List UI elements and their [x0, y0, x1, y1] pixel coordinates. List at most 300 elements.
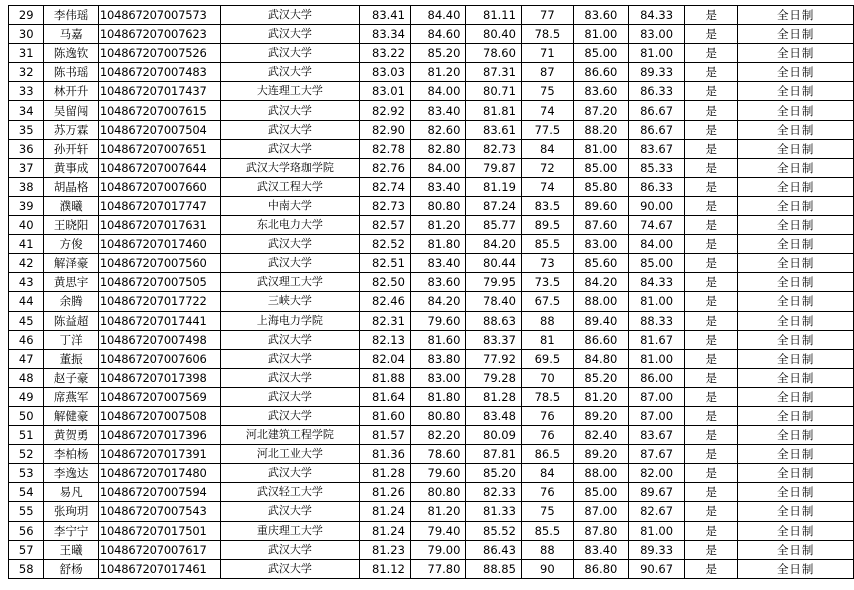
table-row — [9, 101, 854, 120]
total-score-cell: 82.92 — [359, 101, 410, 120]
exam-id-cell: 104867207007543 — [98, 502, 220, 521]
score-c-cell: 90 — [521, 559, 573, 578]
score-d-cell: 88.00 — [573, 292, 628, 311]
status-cell: 是 — [685, 101, 738, 120]
name-cell: 马嘉 — [44, 25, 98, 44]
score-b-cell: 83.48 — [466, 406, 522, 425]
university-cell: 武汉大学 — [220, 330, 359, 349]
score-b-cell: 87.81 — [466, 445, 522, 464]
total-score-cell: 82.31 — [359, 311, 410, 330]
name-cell: 赵子豪 — [44, 368, 98, 387]
exam-id-cell: 104867207007504 — [98, 120, 220, 139]
status-cell: 是 — [685, 235, 738, 254]
rank-cell: 56 — [9, 521, 44, 540]
university-cell: 武汉大学 — [220, 464, 359, 483]
score-e-cell: 86.33 — [629, 82, 685, 101]
rank-cell: 51 — [9, 426, 44, 445]
name-cell: 孙开轩 — [44, 139, 98, 158]
exam-id-cell: 104867207007573 — [98, 6, 220, 25]
rank-cell: 48 — [9, 368, 44, 387]
study-mode-cell: 全日制 — [738, 387, 854, 406]
score-e-cell: 85.33 — [629, 158, 685, 177]
name-cell: 解泽豪 — [44, 254, 98, 273]
exam-id-cell: 104867207007617 — [98, 540, 220, 559]
score-d-cell: 85.00 — [573, 44, 628, 63]
rank-cell: 58 — [9, 559, 44, 578]
study-mode-cell: 全日制 — [738, 445, 854, 464]
table-row — [9, 292, 854, 311]
total-score-cell: 81.12 — [359, 559, 410, 578]
status-cell: 是 — [685, 254, 738, 273]
status-cell: 是 — [685, 387, 738, 406]
total-score-cell: 82.57 — [359, 216, 410, 235]
score-a-cell: 82.60 — [410, 120, 466, 139]
score-b-cell: 79.87 — [466, 158, 522, 177]
name-cell: 余腾 — [44, 292, 98, 311]
score-a-cell: 81.80 — [410, 235, 466, 254]
score-d-cell: 87.80 — [573, 521, 628, 540]
name-cell: 舒杨 — [44, 559, 98, 578]
study-mode-cell: 全日制 — [738, 235, 854, 254]
total-score-cell: 81.26 — [359, 483, 410, 502]
score-c-cell: 78.5 — [521, 387, 573, 406]
score-b-cell: 80.40 — [466, 25, 522, 44]
status-cell: 是 — [685, 464, 738, 483]
total-score-cell: 81.28 — [359, 464, 410, 483]
score-b-cell: 85.52 — [466, 521, 522, 540]
table-row — [9, 6, 854, 25]
score-a-cell: 81.80 — [410, 387, 466, 406]
university-cell: 中南大学 — [220, 196, 359, 215]
total-score-cell: 81.36 — [359, 445, 410, 464]
score-d-cell: 85.60 — [573, 254, 628, 273]
total-score-cell: 81.64 — [359, 387, 410, 406]
name-cell: 易凡 — [44, 483, 98, 502]
status-cell: 是 — [685, 216, 738, 235]
rank-cell: 31 — [9, 44, 44, 63]
study-mode-cell: 全日制 — [738, 464, 854, 483]
total-score-cell: 81.23 — [359, 540, 410, 559]
rank-cell: 43 — [9, 273, 44, 292]
study-mode-cell: 全日制 — [738, 139, 854, 158]
score-a-cell: 81.20 — [410, 216, 466, 235]
rank-cell: 42 — [9, 254, 44, 273]
score-a-cell: 84.20 — [410, 292, 466, 311]
exam-id-cell: 104867207017722 — [98, 292, 220, 311]
total-score-cell: 83.03 — [359, 63, 410, 82]
score-b-cell: 85.77 — [466, 216, 522, 235]
score-d-cell: 89.20 — [573, 445, 628, 464]
score-b-cell: 86.43 — [466, 540, 522, 559]
score-c-cell: 88 — [521, 311, 573, 330]
score-b-cell: 85.20 — [466, 464, 522, 483]
rank-cell: 54 — [9, 483, 44, 502]
score-b-cell: 80.71 — [466, 82, 522, 101]
score-e-cell: 81.00 — [629, 44, 685, 63]
score-e-cell: 87.00 — [629, 406, 685, 425]
rank-cell: 37 — [9, 158, 44, 177]
score-d-cell: 86.80 — [573, 559, 628, 578]
exam-id-cell: 104867207017480 — [98, 464, 220, 483]
score-c-cell: 87 — [521, 63, 573, 82]
university-cell: 武汉大学 — [220, 120, 359, 139]
rank-cell: 29 — [9, 6, 44, 25]
score-e-cell: 86.00 — [629, 368, 685, 387]
university-cell: 武汉大学 — [220, 406, 359, 425]
score-a-cell: 79.60 — [410, 311, 466, 330]
table-row — [9, 559, 854, 578]
total-score-cell: 82.52 — [359, 235, 410, 254]
university-cell: 武汉大学 — [220, 235, 359, 254]
rank-cell: 36 — [9, 139, 44, 158]
name-cell: 王曦 — [44, 540, 98, 559]
university-cell: 武汉大学 — [220, 559, 359, 578]
rank-cell: 50 — [9, 406, 44, 425]
score-a-cell: 80.80 — [410, 196, 466, 215]
total-score-cell: 81.88 — [359, 368, 410, 387]
total-score-cell: 82.13 — [359, 330, 410, 349]
score-c-cell: 74 — [521, 177, 573, 196]
study-mode-cell: 全日制 — [738, 6, 854, 25]
university-cell: 重庆理工大学 — [220, 521, 359, 540]
total-score-cell: 82.04 — [359, 349, 410, 368]
score-a-cell: 84.00 — [410, 82, 466, 101]
score-b-cell: 79.95 — [466, 273, 522, 292]
score-b-cell: 88.85 — [466, 559, 522, 578]
study-mode-cell: 全日制 — [738, 311, 854, 330]
score-b-cell: 77.92 — [466, 349, 522, 368]
score-c-cell: 75 — [521, 82, 573, 101]
table-row — [9, 44, 854, 63]
score-c-cell: 81 — [521, 330, 573, 349]
score-c-cell: 71 — [521, 44, 573, 63]
score-d-cell: 81.00 — [573, 139, 628, 158]
university-cell: 上海电力学院 — [220, 311, 359, 330]
rank-cell: 33 — [9, 82, 44, 101]
score-c-cell: 76 — [521, 406, 573, 425]
name-cell: 黄事成 — [44, 158, 98, 177]
study-mode-cell: 全日制 — [738, 216, 854, 235]
name-cell: 陈书瑶 — [44, 63, 98, 82]
table-row — [9, 406, 854, 425]
study-mode-cell: 全日制 — [738, 158, 854, 177]
university-cell: 河北建筑工程学院 — [220, 426, 359, 445]
total-score-cell: 82.50 — [359, 273, 410, 292]
score-a-cell: 77.80 — [410, 559, 466, 578]
study-mode-cell: 全日制 — [738, 406, 854, 425]
table-row — [9, 349, 854, 368]
score-d-cell: 82.40 — [573, 426, 628, 445]
exam-id-cell: 104867207007594 — [98, 483, 220, 502]
score-c-cell: 85.5 — [521, 235, 573, 254]
rank-cell: 47 — [9, 349, 44, 368]
score-b-cell: 87.31 — [466, 63, 522, 82]
table-row — [9, 387, 854, 406]
exam-id-cell: 104867207007623 — [98, 25, 220, 44]
rank-cell: 32 — [9, 63, 44, 82]
exam-id-cell: 104867207007498 — [98, 330, 220, 349]
score-a-cell: 81.20 — [410, 502, 466, 521]
score-e-cell: 83.67 — [629, 139, 685, 158]
score-c-cell: 89.5 — [521, 216, 573, 235]
score-b-cell: 81.19 — [466, 177, 522, 196]
table-row — [9, 25, 854, 44]
exam-id-cell: 104867207017398 — [98, 368, 220, 387]
table-row — [9, 330, 854, 349]
score-a-cell: 81.20 — [410, 63, 466, 82]
score-a-cell: 84.60 — [410, 25, 466, 44]
rank-cell: 41 — [9, 235, 44, 254]
name-cell: 李逸达 — [44, 464, 98, 483]
score-a-cell: 83.40 — [410, 254, 466, 273]
table-row — [9, 139, 854, 158]
university-cell: 武汉大学 — [220, 254, 359, 273]
status-cell: 是 — [685, 273, 738, 292]
score-b-cell: 84.20 — [466, 235, 522, 254]
status-cell: 是 — [685, 406, 738, 425]
total-score-cell: 83.01 — [359, 82, 410, 101]
university-cell: 武汉大学 — [220, 63, 359, 82]
score-c-cell: 72 — [521, 158, 573, 177]
score-b-cell: 80.09 — [466, 426, 522, 445]
total-score-cell: 82.51 — [359, 254, 410, 273]
exam-id-cell: 104867207007569 — [98, 387, 220, 406]
table-row — [9, 445, 854, 464]
exam-id-cell: 104867207017461 — [98, 559, 220, 578]
university-cell: 武汉大学 — [220, 368, 359, 387]
exam-id-cell: 104867207017460 — [98, 235, 220, 254]
exam-id-cell: 104867207007483 — [98, 63, 220, 82]
university-cell: 武汉大学 — [220, 25, 359, 44]
score-d-cell: 81.20 — [573, 387, 628, 406]
score-e-cell: 90.67 — [629, 559, 685, 578]
score-d-cell: 85.20 — [573, 368, 628, 387]
score-d-cell: 81.00 — [573, 25, 628, 44]
exam-id-cell: 104867207007526 — [98, 44, 220, 63]
score-c-cell: 73.5 — [521, 273, 573, 292]
name-cell: 李柏杨 — [44, 445, 98, 464]
score-e-cell: 88.33 — [629, 311, 685, 330]
table-row — [9, 273, 854, 292]
name-cell: 丁洋 — [44, 330, 98, 349]
score-e-cell: 81.00 — [629, 292, 685, 311]
name-cell: 陈逸钦 — [44, 44, 98, 63]
total-score-cell: 81.57 — [359, 426, 410, 445]
status-cell: 是 — [685, 25, 738, 44]
score-c-cell: 70 — [521, 368, 573, 387]
score-b-cell: 82.33 — [466, 483, 522, 502]
exam-id-cell: 104867207007606 — [98, 349, 220, 368]
score-d-cell: 87.60 — [573, 216, 628, 235]
score-c-cell: 84 — [521, 139, 573, 158]
score-e-cell: 82.00 — [629, 464, 685, 483]
university-cell: 武汉大学 — [220, 387, 359, 406]
score-c-cell: 86.5 — [521, 445, 573, 464]
score-b-cell: 82.73 — [466, 139, 522, 158]
score-e-cell: 86.67 — [629, 120, 685, 139]
score-e-cell: 87.00 — [629, 387, 685, 406]
score-e-cell: 81.00 — [629, 349, 685, 368]
university-cell: 武汉大学珞珈学院 — [220, 158, 359, 177]
total-score-cell: 83.41 — [359, 6, 410, 25]
exam-id-cell: 104867207017437 — [98, 82, 220, 101]
table-row — [9, 82, 854, 101]
exam-id-cell: 104867207007560 — [98, 254, 220, 273]
rank-cell: 35 — [9, 120, 44, 139]
score-c-cell: 75 — [521, 502, 573, 521]
score-d-cell: 86.60 — [573, 330, 628, 349]
name-cell: 濮曦 — [44, 196, 98, 215]
name-cell: 黄贺勇 — [44, 426, 98, 445]
score-a-cell: 79.00 — [410, 540, 466, 559]
score-d-cell: 85.80 — [573, 177, 628, 196]
rank-cell: 38 — [9, 177, 44, 196]
table-row — [9, 120, 854, 139]
score-a-cell: 78.60 — [410, 445, 466, 464]
study-mode-cell: 全日制 — [738, 273, 854, 292]
score-c-cell: 88 — [521, 540, 573, 559]
status-cell: 是 — [685, 196, 738, 215]
score-d-cell: 88.20 — [573, 120, 628, 139]
score-a-cell: 80.80 — [410, 406, 466, 425]
exam-id-cell: 104867207017396 — [98, 426, 220, 445]
university-cell: 武汉大学 — [220, 349, 359, 368]
name-cell: 解健豪 — [44, 406, 98, 425]
score-d-cell: 87.00 — [573, 502, 628, 521]
status-cell: 是 — [685, 6, 738, 25]
status-cell: 是 — [685, 521, 738, 540]
exam-id-cell: 104867207017391 — [98, 445, 220, 464]
university-cell: 武汉理工大学 — [220, 273, 359, 292]
table-row — [9, 502, 854, 521]
university-cell: 河北工业大学 — [220, 445, 359, 464]
study-mode-cell: 全日制 — [738, 177, 854, 196]
table-row — [9, 464, 854, 483]
status-cell: 是 — [685, 349, 738, 368]
rank-cell: 30 — [9, 25, 44, 44]
score-a-cell: 83.60 — [410, 273, 466, 292]
rank-cell: 34 — [9, 101, 44, 120]
score-b-cell: 78.40 — [466, 292, 522, 311]
score-d-cell: 85.00 — [573, 158, 628, 177]
exam-id-cell: 104867207007615 — [98, 101, 220, 120]
score-b-cell: 81.33 — [466, 502, 522, 521]
exam-id-cell: 104867207017441 — [98, 311, 220, 330]
status-cell: 是 — [685, 63, 738, 82]
rank-cell: 45 — [9, 311, 44, 330]
table-row — [9, 368, 854, 387]
total-score-cell: 83.34 — [359, 25, 410, 44]
university-cell: 武汉工程大学 — [220, 177, 359, 196]
score-d-cell: 88.00 — [573, 464, 628, 483]
score-b-cell: 79.28 — [466, 368, 522, 387]
total-score-cell: 81.60 — [359, 406, 410, 425]
total-score-cell: 81.24 — [359, 502, 410, 521]
score-b-cell: 78.60 — [466, 44, 522, 63]
rank-cell: 39 — [9, 196, 44, 215]
exam-id-cell: 104867207007505 — [98, 273, 220, 292]
score-e-cell: 86.67 — [629, 101, 685, 120]
score-a-cell: 80.80 — [410, 483, 466, 502]
score-e-cell: 81.67 — [629, 330, 685, 349]
status-cell: 是 — [685, 139, 738, 158]
score-e-cell: 81.00 — [629, 521, 685, 540]
name-cell: 方俊 — [44, 235, 98, 254]
score-c-cell: 76 — [521, 426, 573, 445]
score-d-cell: 85.00 — [573, 483, 628, 502]
study-mode-cell: 全日制 — [738, 196, 854, 215]
status-cell: 是 — [685, 540, 738, 559]
name-cell: 黄思宇 — [44, 273, 98, 292]
score-a-cell: 82.80 — [410, 139, 466, 158]
score-d-cell: 84.20 — [573, 273, 628, 292]
rank-cell: 46 — [9, 330, 44, 349]
study-mode-cell: 全日制 — [738, 368, 854, 387]
score-b-cell: 87.24 — [466, 196, 522, 215]
name-cell: 林开升 — [44, 82, 98, 101]
study-mode-cell: 全日制 — [738, 349, 854, 368]
status-cell: 是 — [685, 502, 738, 521]
score-c-cell: 67.5 — [521, 292, 573, 311]
rank-cell: 55 — [9, 502, 44, 521]
score-e-cell: 86.33 — [629, 177, 685, 196]
total-score-cell: 82.76 — [359, 158, 410, 177]
study-mode-cell: 全日制 — [738, 25, 854, 44]
status-cell: 是 — [685, 368, 738, 387]
score-c-cell: 73 — [521, 254, 573, 273]
study-mode-cell: 全日制 — [738, 426, 854, 445]
status-cell: 是 — [685, 158, 738, 177]
university-cell: 武汉轻工大学 — [220, 483, 359, 502]
score-b-cell: 83.37 — [466, 330, 522, 349]
score-e-cell: 85.00 — [629, 254, 685, 273]
university-cell: 三峡大学 — [220, 292, 359, 311]
score-b-cell: 81.81 — [466, 101, 522, 120]
rank-cell: 40 — [9, 216, 44, 235]
study-mode-cell: 全日制 — [738, 521, 854, 540]
total-score-cell: 83.22 — [359, 44, 410, 63]
score-a-cell: 82.20 — [410, 426, 466, 445]
university-cell: 东北电力大学 — [220, 216, 359, 235]
rank-cell: 57 — [9, 540, 44, 559]
exam-id-cell: 104867207007508 — [98, 406, 220, 425]
study-mode-cell: 全日制 — [738, 292, 854, 311]
score-e-cell: 90.00 — [629, 196, 685, 215]
score-e-cell: 84.33 — [629, 273, 685, 292]
score-a-cell: 79.60 — [410, 464, 466, 483]
score-d-cell: 83.40 — [573, 540, 628, 559]
score-c-cell: 85.5 — [521, 521, 573, 540]
table-row — [9, 63, 854, 82]
score-e-cell: 83.00 — [629, 25, 685, 44]
study-mode-cell: 全日制 — [738, 63, 854, 82]
results-table — [8, 5, 854, 579]
exam-id-cell: 104867207007660 — [98, 177, 220, 196]
university-cell: 武汉大学 — [220, 502, 359, 521]
total-score-cell: 82.73 — [359, 196, 410, 215]
exam-id-cell: 104867207017501 — [98, 521, 220, 540]
table-row — [9, 521, 854, 540]
status-cell: 是 — [685, 292, 738, 311]
score-d-cell: 89.60 — [573, 196, 628, 215]
exam-id-cell: 104867207007651 — [98, 139, 220, 158]
status-cell: 是 — [685, 426, 738, 445]
table-row — [9, 426, 854, 445]
name-cell: 苏万霖 — [44, 120, 98, 139]
table-row — [9, 311, 854, 330]
score-c-cell: 77 — [521, 6, 573, 25]
university-cell: 武汉大学 — [220, 139, 359, 158]
